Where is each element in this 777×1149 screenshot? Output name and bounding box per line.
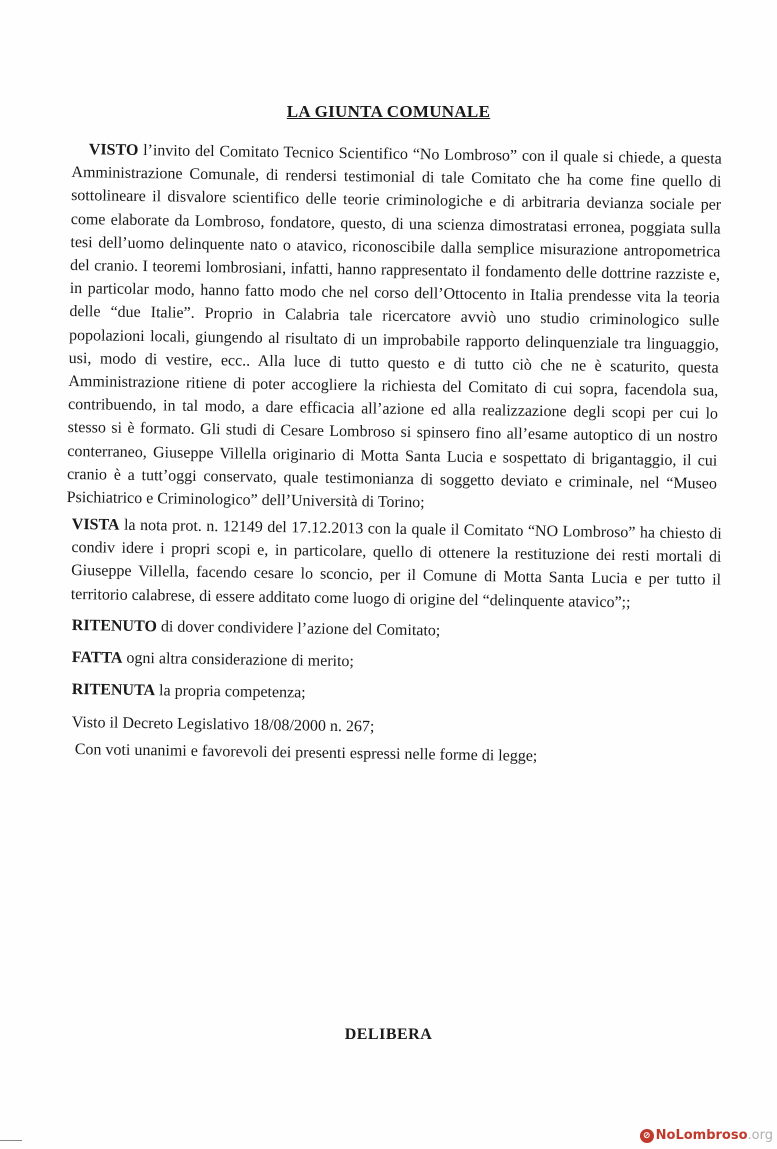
ritenuto-lead: RITENUTO xyxy=(71,617,158,636)
no-sign-icon: ⊘ xyxy=(640,1129,654,1143)
line-ritenuta xyxy=(72,678,722,711)
vista-text: la nota prot. n. 12149 del 17.12.2013 con la quale il Comitato “NO Lombroso” ha chiesto di condiv idere i propri scopi e, in particolare, quello di ottenere la restituzione dei resti mortali di Giuseppe Villella, facendo cesare lo sconcio, per il Comune di Motta Santa Lucia e per tutto il territorio calabrese, di essere additato come luogo di origine del “delinquente atavico”;; xyxy=(70,516,722,612)
vista-lead: VISTA xyxy=(71,516,120,534)
delibera-heading: DELIBERA xyxy=(344,1026,433,1043)
watermark-logo xyxy=(640,1128,773,1143)
fatta-lead: FATTA xyxy=(71,649,123,668)
paragraph-vista xyxy=(71,513,722,615)
visto-decreto-text: Visto il Decreto Legislativo 18/08/2000 n. 267; xyxy=(71,713,375,736)
visto-lead: VISTO xyxy=(88,141,139,159)
ritenuta-text: la propria competenza; xyxy=(154,682,306,702)
visto-text: l’invito del Comitato Tecnico Scientifico “No Lombroso” con il quale si chiede, a questa Amministrazione Comunale, di rendersi testimonial di tale Comitato che ha come fine quello di sottolineare il disvalore scientifico delle teorie criminologiche e di arbitraria devianza sociale per come elaborate da Lombroso, fondatore, questo, di una scienza dimostratasi erronea, poggiata sulla tesi dell’uomo delinquente nato o atavico, riconoscibile dalla semplice misurazione antropometrica del cranio. I teoremi lombrosiani, infatti, hanno rappresentato il fondamento delle dottrine razziste e, in particolar modo, hanno fatto modo che nel corso dell’Ottocento in Italia prendesse vita la teoria delle “due Italie”. Proprio in Calabria tale ricercatore avviò uno studio criminologico sulle popolazioni locali, giungendo al risultato di un improbabile rapporto delinquenziale tra linguaggio, usi, modo di vestire, ecc.. Alla luce di tutto questo e di tutto ciò che ne è scaturito, questa Amministrazione ritiene di poter accogliere la richiesta del Comitato di cui sopra, facendola sua, contribuendo, in tal modo, a dare efficacia all’azione ed alla realizzazione degli scopi per cui lo stesso si è formato. Gli studi di Cesare Lombroso si spinsero fino all’esame autoptico di un nostro conterraneo, Giuseppe Villella originario di Motta Santa Lucia e sospettato di brigantaggio, il cui cranio è a tutt’oggi conservato, quale testimonianza di soggetto deviato e criminale, nel “Museo Psichiatrico e Criminologico” dell’Università di Torino; xyxy=(66,141,722,512)
ritenuto-text: di dover condividere l’azione del Comitato; xyxy=(156,618,441,640)
scan-edge-mark xyxy=(0,1140,22,1141)
document-body xyxy=(66,138,722,765)
line-voti xyxy=(72,738,722,771)
voti-text: Con voti unanimi e favorevoli dei presenti espressi nelle forme di legge; xyxy=(74,740,538,765)
line-ritenuto xyxy=(72,614,722,647)
paragraph-visto xyxy=(66,138,721,519)
title-text: LA GIUNTA COMUNALE xyxy=(286,102,491,121)
watermark-name: NoLombroso xyxy=(655,1128,748,1143)
line-fatta xyxy=(72,646,722,679)
fatta-text: ogni altra considerazione di merito; xyxy=(122,650,355,671)
document-title xyxy=(0,102,777,122)
watermark-domain: .org xyxy=(747,1128,773,1143)
ritenuta-lead: RITENUTA xyxy=(71,681,156,700)
